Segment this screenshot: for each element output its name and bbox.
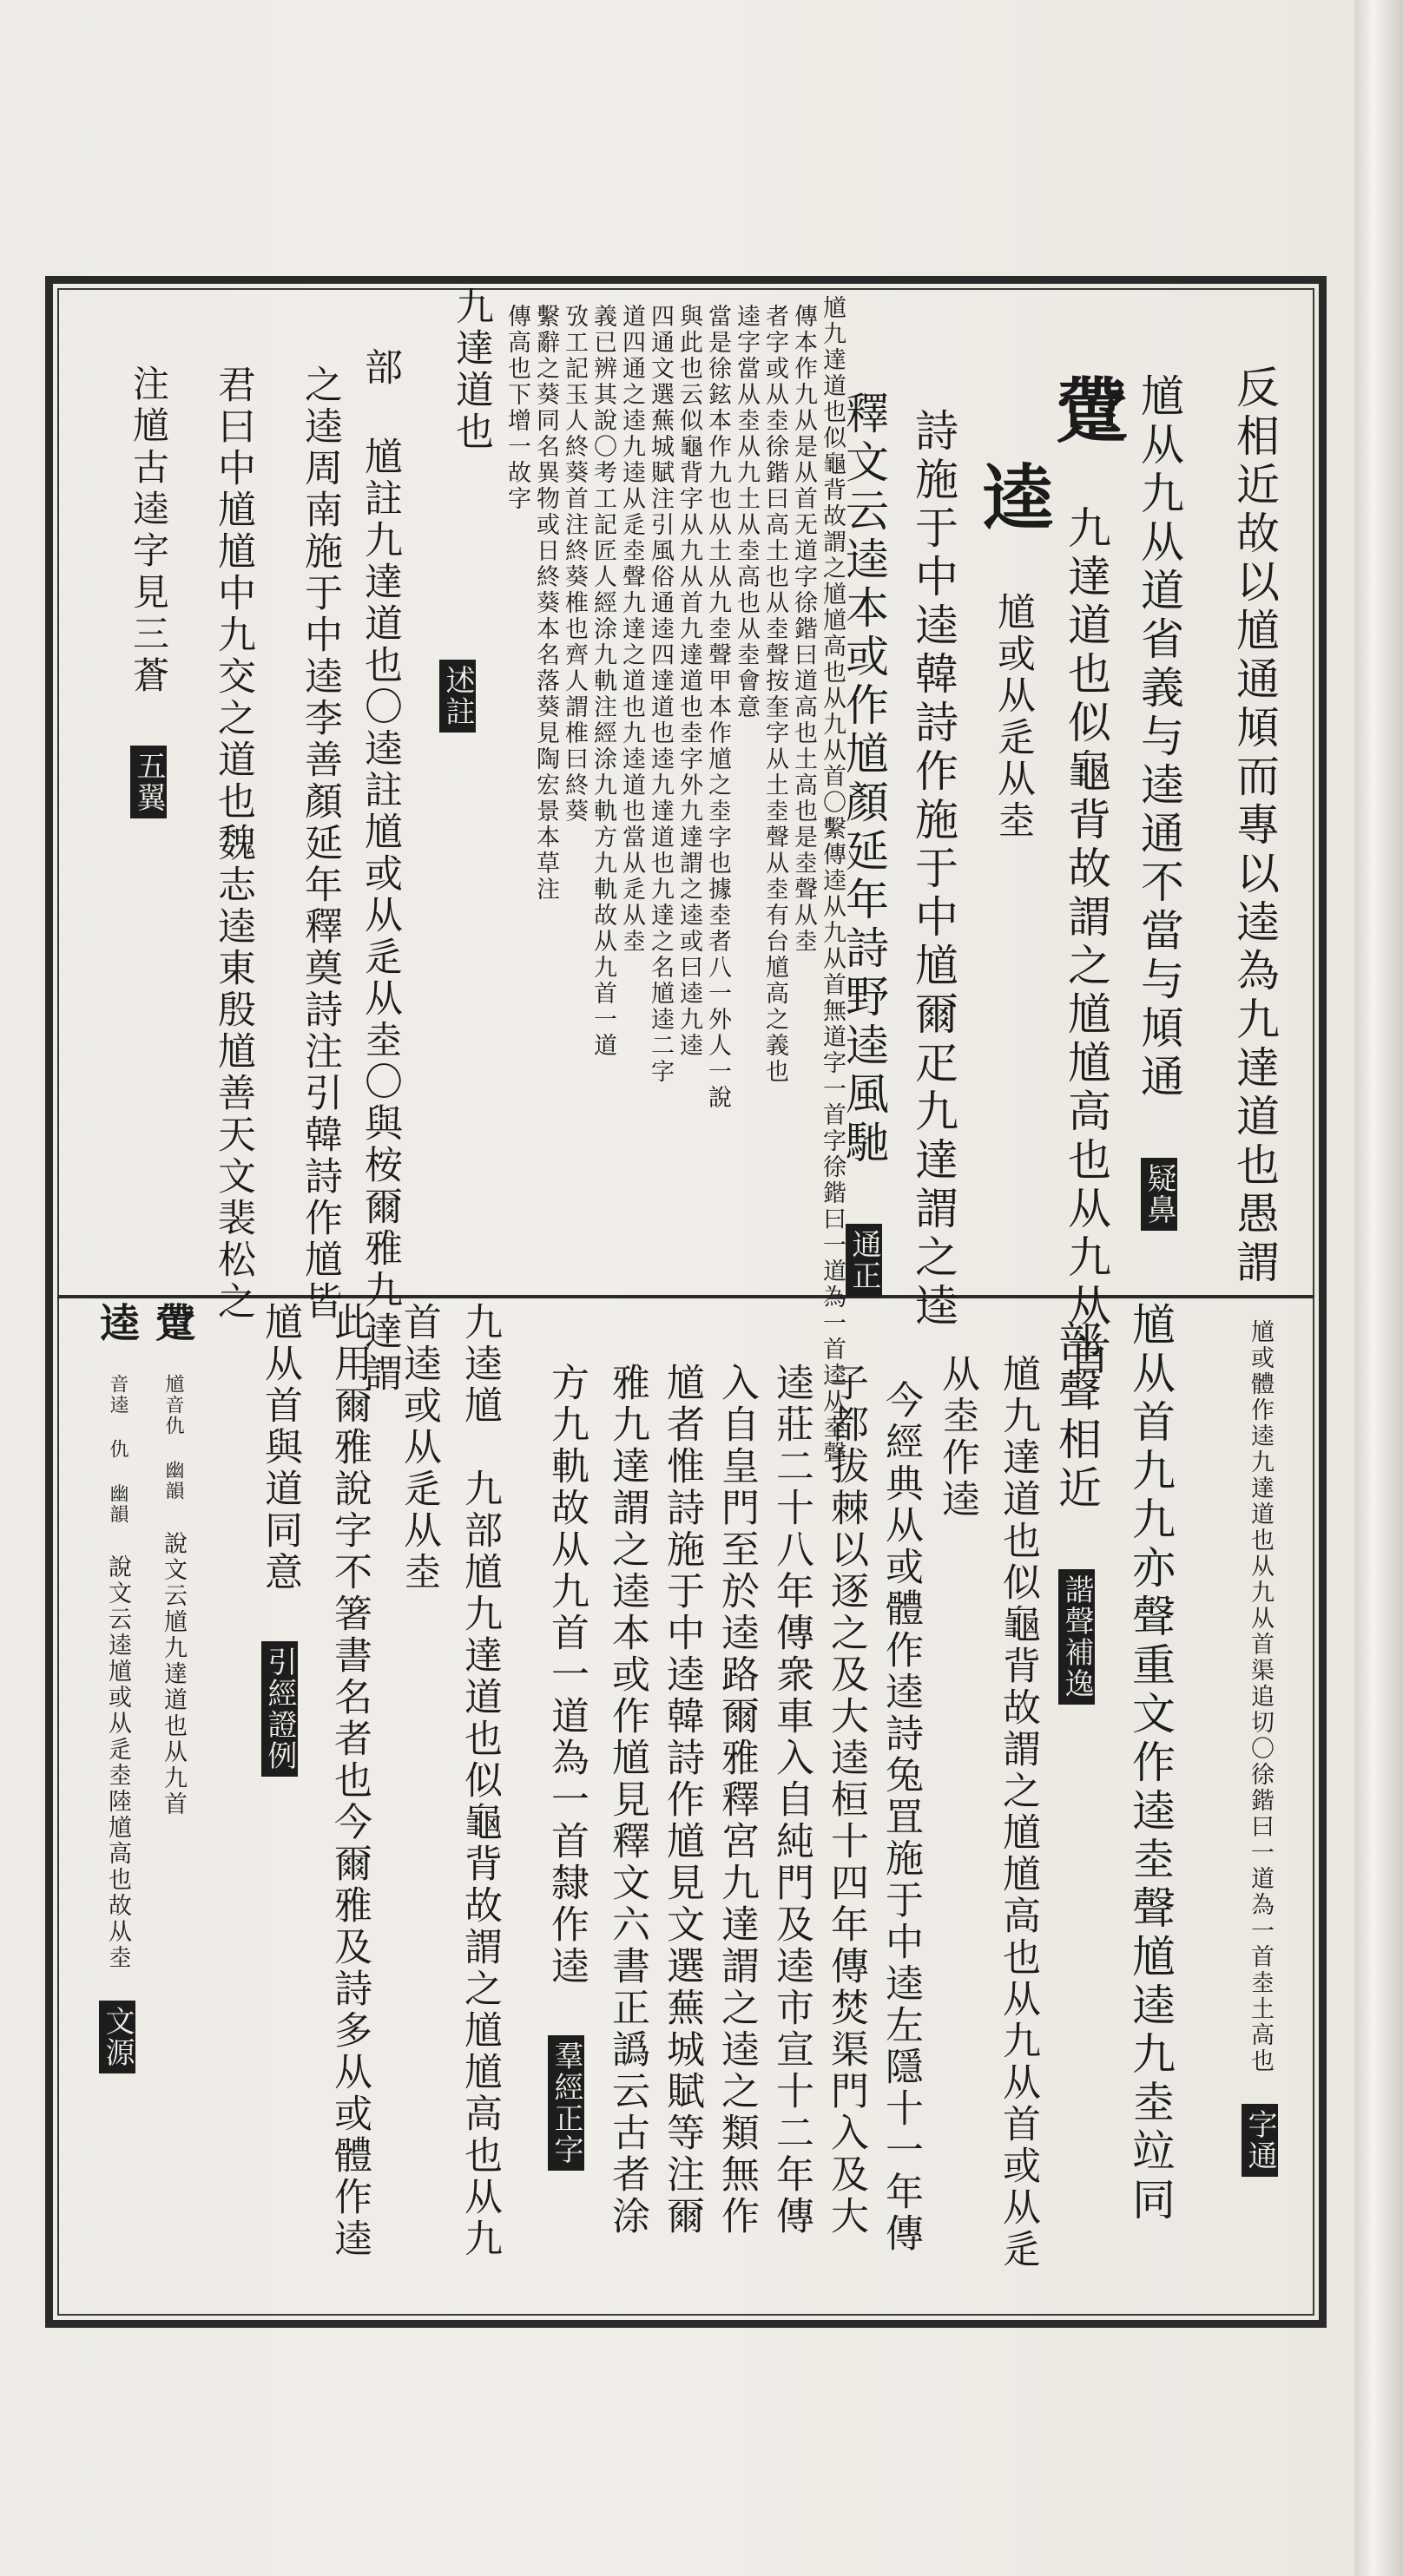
bottom-col-1-badge: 字通	[1242, 2104, 1278, 2177]
small-col-4: 逵字當从坴从九土从坴高也从坴會意	[733, 304, 760, 720]
top-col-4-text: 馗或从辵从坴	[991, 592, 1035, 842]
small-col-9: 義已辨其說〇考工記匠人經涂九軌注經涂九軌方九軌故从九首一道	[590, 304, 616, 1059]
bottom-text-col-1	[1242, 1319, 1278, 2177]
top-col-2-badge: 疑鼻	[1141, 1158, 1177, 1231]
bottom-text-col-17	[149, 1302, 196, 1817]
bottom-col-12-text: 方九軌故从九首一道為一首隸作逵	[544, 1363, 589, 1988]
seal-glyph-kui: 䠠	[1044, 373, 1128, 450]
page-binding-edge	[1354, 0, 1403, 2576]
top-col-n-text: 注馗古逵字見三蒼	[128, 365, 170, 698]
bottom-text-col-5: 从坴作逵	[935, 1354, 979, 1521]
bottom-col-18-small: 音逵 仇 幽韻	[107, 1374, 128, 1525]
bottom-col-16-badge: 引經證例	[261, 1641, 298, 1777]
top-text-col-5: 詩施于中逵韓詩作施于中馗爾疋九達謂之逵	[908, 408, 958, 1331]
top-text-col-6	[839, 391, 889, 1297]
bottom-text-col-15: 此用爾雅說字不箸書名者也今爾雅及詩多从或體作逵	[327, 1302, 372, 2260]
top-text-col-k	[358, 347, 402, 1395]
bottom-col-18-text: 說文云逵馗或从辵坴陸馗高也故从坴	[104, 1554, 131, 1971]
bottom-text-col-4: 馗九達道也似龜背故謂之馗馗高也从九从首或从辵	[996, 1354, 1040, 2270]
top-col-2-text: 馗从九从道省義与逵通不當与頄通	[1134, 373, 1184, 1102]
small-col-13-badge	[439, 660, 476, 733]
bottom-text-col-3	[1051, 1319, 1102, 1705]
bottom-text-col-9: 入自皇門至於逵路爾雅釋宮九達謂之逵之類無作	[715, 1363, 759, 2238]
top-col-6-badge: 通正	[846, 1224, 882, 1297]
small-col-2: 傳本作九从是从首无道字徐鍇曰道高也土高也是坴聲从坴	[790, 304, 817, 955]
small-col-5: 當是徐鉉本作九也从土从九坴聲甲本作馗之坴字也據坴者八一外人一說	[704, 304, 731, 1111]
bottom-col-17-text: 說文云馗九達道也从九首	[160, 1531, 187, 1817]
small-col-8: 道四通之逵九逵从辵坴聲九達之道也九逵道也當从辵从坴	[618, 304, 645, 955]
bottom-col-16-text: 馗从首與道同意	[258, 1302, 302, 1594]
top-col-n-badge: 五翼	[130, 746, 167, 818]
bottom-text-col-12	[544, 1363, 589, 2171]
bottom-col-3-text: 部聲相近	[1051, 1319, 1102, 1514]
top-text-col-j: 九達道也	[449, 286, 493, 453]
small-col-3: 者字或从坴徐鍇曰高土也从坴聲按奎字从土坴聲从坴有台馗高之義也	[761, 304, 788, 1085]
top-text-col-3	[1044, 373, 1128, 1380]
bottom-text-col-7: 子都拔棘以逐之及大逵桓十四年傳焚渠門入及大	[824, 1363, 868, 2238]
shuzhu-badge: 述註	[439, 660, 476, 733]
top-text-col-1: 反相近故以馗通頄而專以逵為九達道也愚謂	[1229, 365, 1280, 1288]
bottom-text-col-6: 今經典从或體作逵詩兔罝施于中逵左隱十一年傳	[879, 1380, 923, 2255]
top-col-3-text: 九達道也似龜背故謂之馗馗高也从九从首	[1061, 505, 1111, 1380]
top-col-k-text: 馗註九達道也〇逵註馗或从辵从坴〇與桉爾雅九達謂	[358, 437, 402, 1395]
top-text-col-2	[1134, 373, 1184, 1231]
small-col-6: 與此也云似龜背字从九从首九達道也坴字外九達謂之逵或曰逵九逵	[675, 304, 702, 1059]
small-col-10: 攷工記玉人終葵首注終葵椎也齊人謂椎曰終葵	[561, 304, 588, 825]
top-col-6-text: 釋文云逵本或作馗顏延年詩野逵風馳	[839, 391, 889, 1168]
seal-glyph-kui-bottom: 䠠	[149, 1302, 196, 1344]
bottom-text-col-18	[94, 1302, 141, 2073]
bottom-text-col-14: 首逵或从辵从坴	[397, 1302, 441, 1594]
seal-glyph-kui-variant-bottom: 逵	[94, 1302, 141, 1344]
bottom-text-col-13: 九逵馗 九部馗九達道也似龜背故謂之馗馗高也从九	[458, 1302, 502, 2260]
bottom-text-col-11: 雅九達謂之逵本或作馗見釋文六書正譌云古者涂	[605, 1363, 649, 2238]
small-col-11: 繫辭之葵同名異物或日終葵本名落葵見陶宏景本草注	[532, 304, 559, 903]
small-col-12: 傳高也下增一故字	[504, 304, 530, 512]
bottom-col-18-badge: 文源	[99, 2001, 135, 2073]
bottom-col-12-badge: 羣經正字	[548, 2035, 584, 2171]
bottom-col-1-text: 馗或體作逵九達道也从九从首渠追切〇徐鍇曰一道為一首坴土高也	[1247, 1319, 1274, 2074]
small-col-7: 四通文選蕪城賦注引風俗通逵四達道也逵九達道也九達之名馗逵二字	[647, 304, 674, 1085]
seal-glyph-kui-variant: 逵	[971, 460, 1054, 536]
bottom-text-col-10: 馗者惟詩施于中逵韓詩作馗見文選蕪城賦等注爾	[660, 1363, 704, 2238]
bottom-text-col-8: 逵莊二十八年傳衆車入自純門及逵市宣十二年傳	[769, 1363, 813, 2238]
top-text-col-l: 之逵周南施于中逵李善顏延年釋奠詩注引韓詩作馗皆	[298, 365, 342, 1323]
top-text-col-n	[128, 365, 170, 818]
top-text-col-m: 君曰中馗馗中九交之道也魏志逵東殷馗善天文裴松之	[211, 365, 255, 1323]
bottom-col-3-badge: 諧聲補逸	[1058, 1569, 1095, 1705]
small-col-1: 馗九達道也似龜背故謂之馗馗高也从九从首〇繫傳逵从九从首無道字一首字徐鍇曰一道為一首逵从坴聲	[819, 295, 846, 1467]
bottom-text-col-2: 馗从首九九亦聲重文作逵坴聲馗逵九坴竝同	[1125, 1302, 1176, 2225]
bottom-col-17-small: 馗音仇 幽韻	[162, 1374, 184, 1502]
top-text-col-4	[971, 460, 1054, 842]
top-col-k-head: 部	[358, 347, 402, 389]
bottom-text-col-16	[258, 1302, 302, 1777]
